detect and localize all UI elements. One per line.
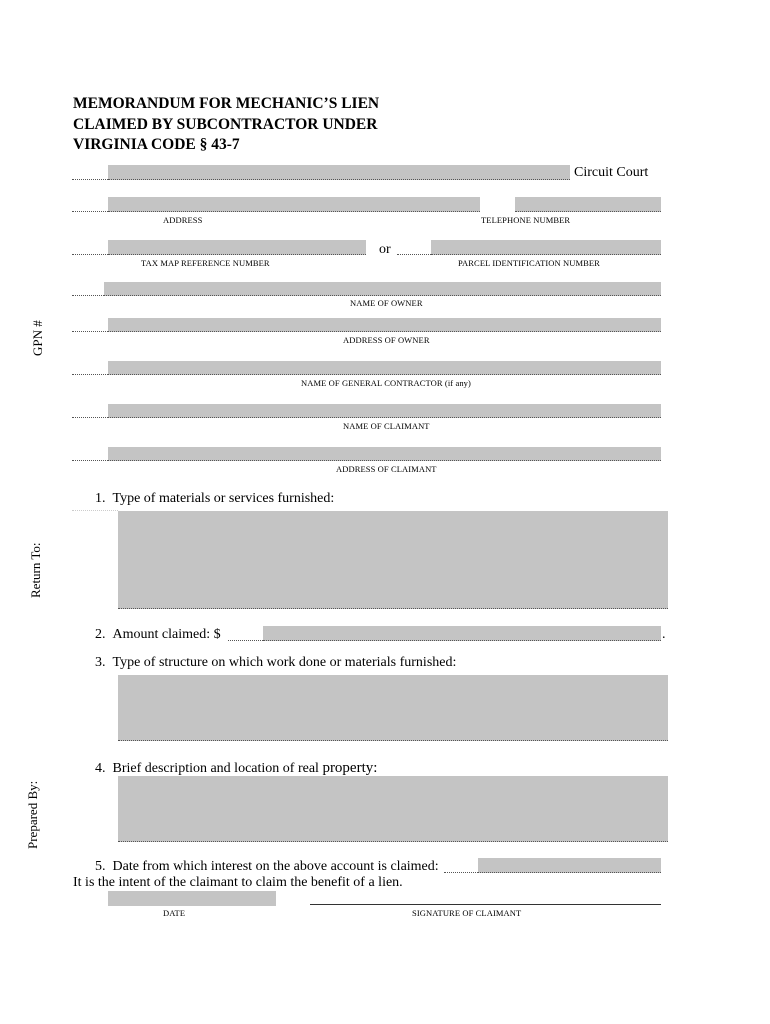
title-line-3: VIRGINIA CODE § 43-7 [73, 136, 240, 153]
owner-name-leader-dots [72, 295, 104, 296]
or-label: or [379, 242, 391, 257]
item-4-text: 4. Brief description and location of real [95, 761, 323, 776]
parcel-caption: PARCEL IDENTIFICATION NUMBER [458, 258, 600, 268]
item-1-label: 1. Type of materials or services furnished: [95, 491, 335, 506]
title-line-1: MEMORANDUM FOR MECHANIC’S LIEN [73, 95, 380, 112]
property-field[interactable] [118, 776, 668, 842]
tax-map-caption: TAX MAP REFERENCE NUMBER [141, 258, 270, 268]
document-title [73, 94, 379, 156]
item-2-label: 2. Amount claimed: $ [95, 627, 221, 642]
claimant-address-caption: ADDRESS OF CLAIMANT [336, 464, 437, 474]
owner-address-caption: ADDRESS OF OWNER [343, 335, 430, 345]
prepared-by-label: Prepared By: [25, 780, 40, 849]
claimant-name-leader-dots [72, 417, 108, 418]
owner-address-field[interactable] [108, 318, 661, 332]
signature-line[interactable] [310, 904, 661, 905]
tax-map-field[interactable] [108, 240, 366, 255]
gc-name-field[interactable] [108, 361, 661, 375]
item-4-label [95, 760, 377, 777]
circuit-court-label: Circuit Court [574, 165, 649, 180]
owner-address-leader-dots [72, 331, 108, 332]
gpn-label: GPN # [30, 320, 45, 356]
claimant-address-field[interactable] [108, 447, 661, 461]
claimant-address-leader-dots [72, 460, 108, 461]
court-leader-dots [72, 179, 108, 180]
item-4-text-property: property: [322, 760, 378, 776]
taxmap-leader-dots [72, 254, 108, 255]
title-line-2: CLAIMED BY SUBCONTRACTOR UNDER [73, 115, 378, 133]
date-caption: DATE [163, 908, 186, 918]
item-3-label: 3. Type of structure on which work done or materials furnished: [95, 655, 457, 670]
amount-leader-dots [228, 640, 263, 641]
item-5-label: 5. Date from which interest on the above account is claimed: [95, 859, 439, 874]
item-1-leader [72, 510, 118, 511]
claimant-name-caption: NAME OF CLAIMANT [343, 421, 430, 431]
interest-date-field[interactable] [478, 858, 661, 873]
parcel-leader-dots [397, 254, 431, 255]
gc-leader-dots [72, 374, 108, 375]
address-caption: ADDRESS [163, 215, 203, 225]
intent-statement: It is the intent of the claimant to claim the benefit of a lien. [73, 875, 403, 890]
interest-date-leader-dots [444, 872, 478, 873]
date-field[interactable] [108, 891, 276, 906]
item-2-period: . [662, 627, 666, 642]
owner-name-caption: NAME OF OWNER [350, 298, 423, 308]
signature-caption: SIGNATURE OF CLAIMANT [412, 908, 522, 918]
telephone-field[interactable] [515, 197, 661, 212]
address-field[interactable] [108, 197, 480, 212]
gc-name-caption: NAME OF GENERAL CONTRACTOR (if any) [301, 378, 471, 388]
address-leader-dots [72, 211, 108, 212]
return-to-label: Return To: [28, 542, 43, 598]
materials-field[interactable] [118, 511, 668, 609]
claimant-name-field[interactable] [108, 404, 661, 418]
amount-field[interactable] [263, 626, 661, 641]
owner-name-field[interactable] [104, 282, 661, 296]
court-name-field[interactable] [108, 165, 570, 180]
parcel-field[interactable] [431, 240, 661, 255]
telephone-caption: TELEPHONE NUMBER [481, 215, 571, 225]
structure-field[interactable] [118, 675, 668, 741]
